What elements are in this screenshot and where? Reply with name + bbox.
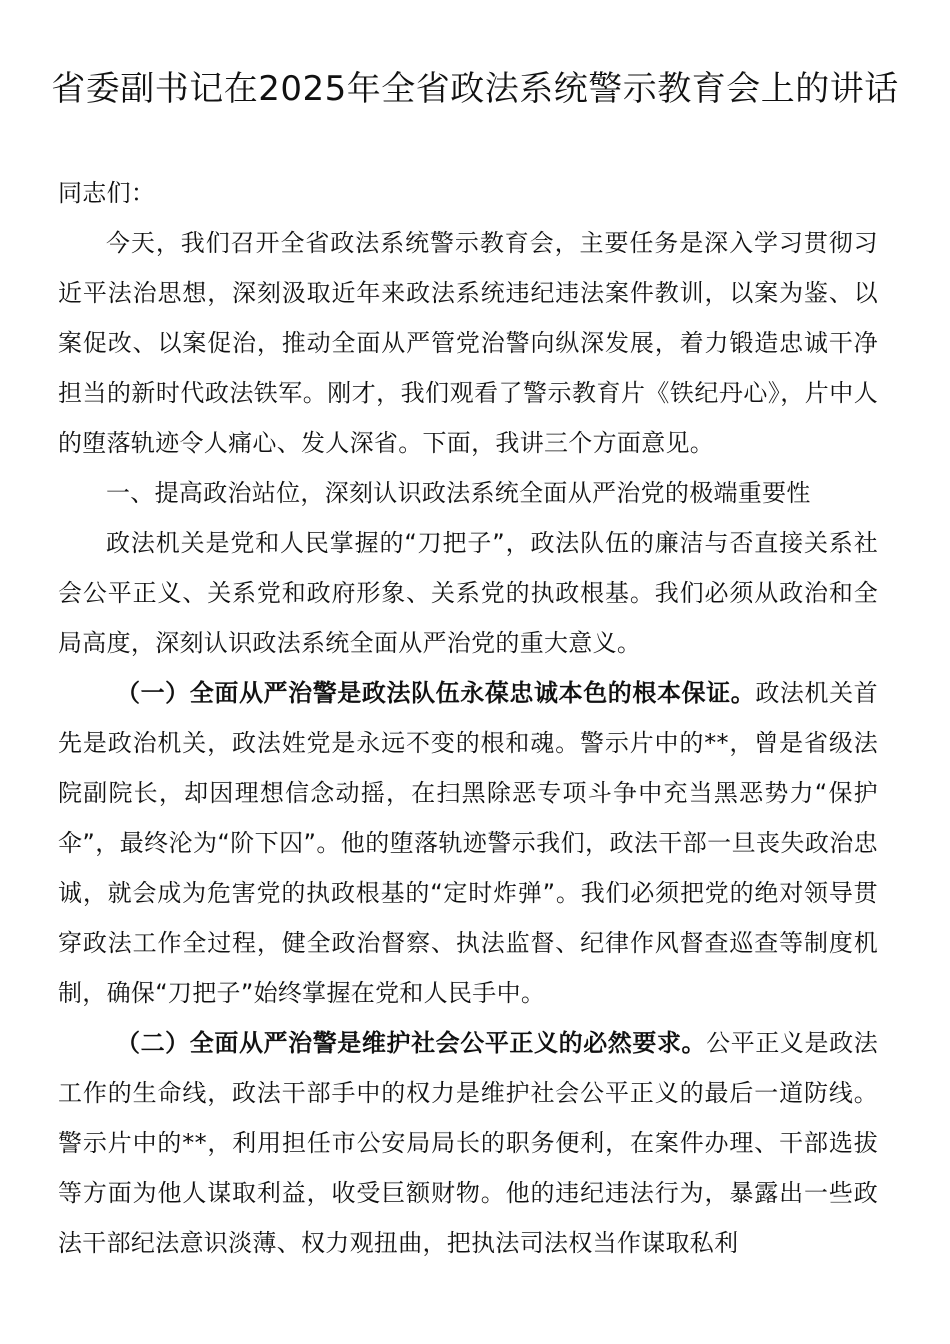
section-heading-1: 一、提高政治站位，深刻认识政法系统全面从严治党的极端重要性 [106,479,811,507]
point-1-body: 政法机关首先是政治机关，政法姓党是永远不变的根和魂。警示片中的**，曾是省级法院副院长，却因理想信念动摇，在扫黑除恶专项斗争中充当黑恶势力“保护伞”，最终沦为“阶下囚”。他的堕落轨迹警示我们，政法干部一旦丧失政治忠诚，就会成为危害党的执政根基的“定时炸弹”。我们必须把党的绝对领导贯穿政法工作全过程，健全政治督察、执法监督、纪律作风督查巡查等制度机制，确保“刀把子”始终掌握在党和人民手中。 [58,679,878,1007]
document-title: 省委副书记在2025年全省政法系统警示教育会上的讲话 [51,69,899,109]
section-1-intro-paragraph: 政法机关是党和人民掌握的“刀把子”，政法队伍的廉洁与否直接关系社会公平正义、关系党和政府形象、关系党的执政根基。我们必须从政治和全局高度，深刻认识政法系统全面从严治党的重大意义。 [58,529,878,657]
point-2-body: 公平正义是政法工作的生命线，政法干部手中的权力是维护社会公平正义的最后一道防线。警示片中的**，利用担任市公安局局长的职务便利，在案件办理、干部选拔等方面为他人谋取利益，收受巨额财物。他的违纪违法行为，暴露出一些政法干部纪法意识淡薄、权力观扭曲，把执法司法权当作谋取私利 [58,1029,878,1257]
salutation: 同志们： [58,179,156,207]
point-1-paragraph [58,668,878,1018]
point-2-heading: （二）全面从严治警是维护社会公平正义的必然要求。 [116,1029,707,1057]
point-2-paragraph [58,1018,878,1268]
point-1-heading: （一）全面从严治警是政法队伍永葆忠诚本色的根本保证。 [116,679,756,707]
document-body [58,168,878,1268]
intro-paragraph: 今天，我们召开全省政法系统警示教育会，主要任务是深入学习贯彻习近平法治思想，深刻汲取近年来政法系统违纪违法案件教训，以案为鉴、以案促改、以案促治，推动全面从严管党治警向纵深发展，着力锻造忠诚干净担当的新时代政法铁军。刚才，我们观看了警示教育片《铁纪丹心》，片中人的堕落轨迹令人痛心、发人深省。下面，我讲三个方面意见。 [58,229,878,457]
